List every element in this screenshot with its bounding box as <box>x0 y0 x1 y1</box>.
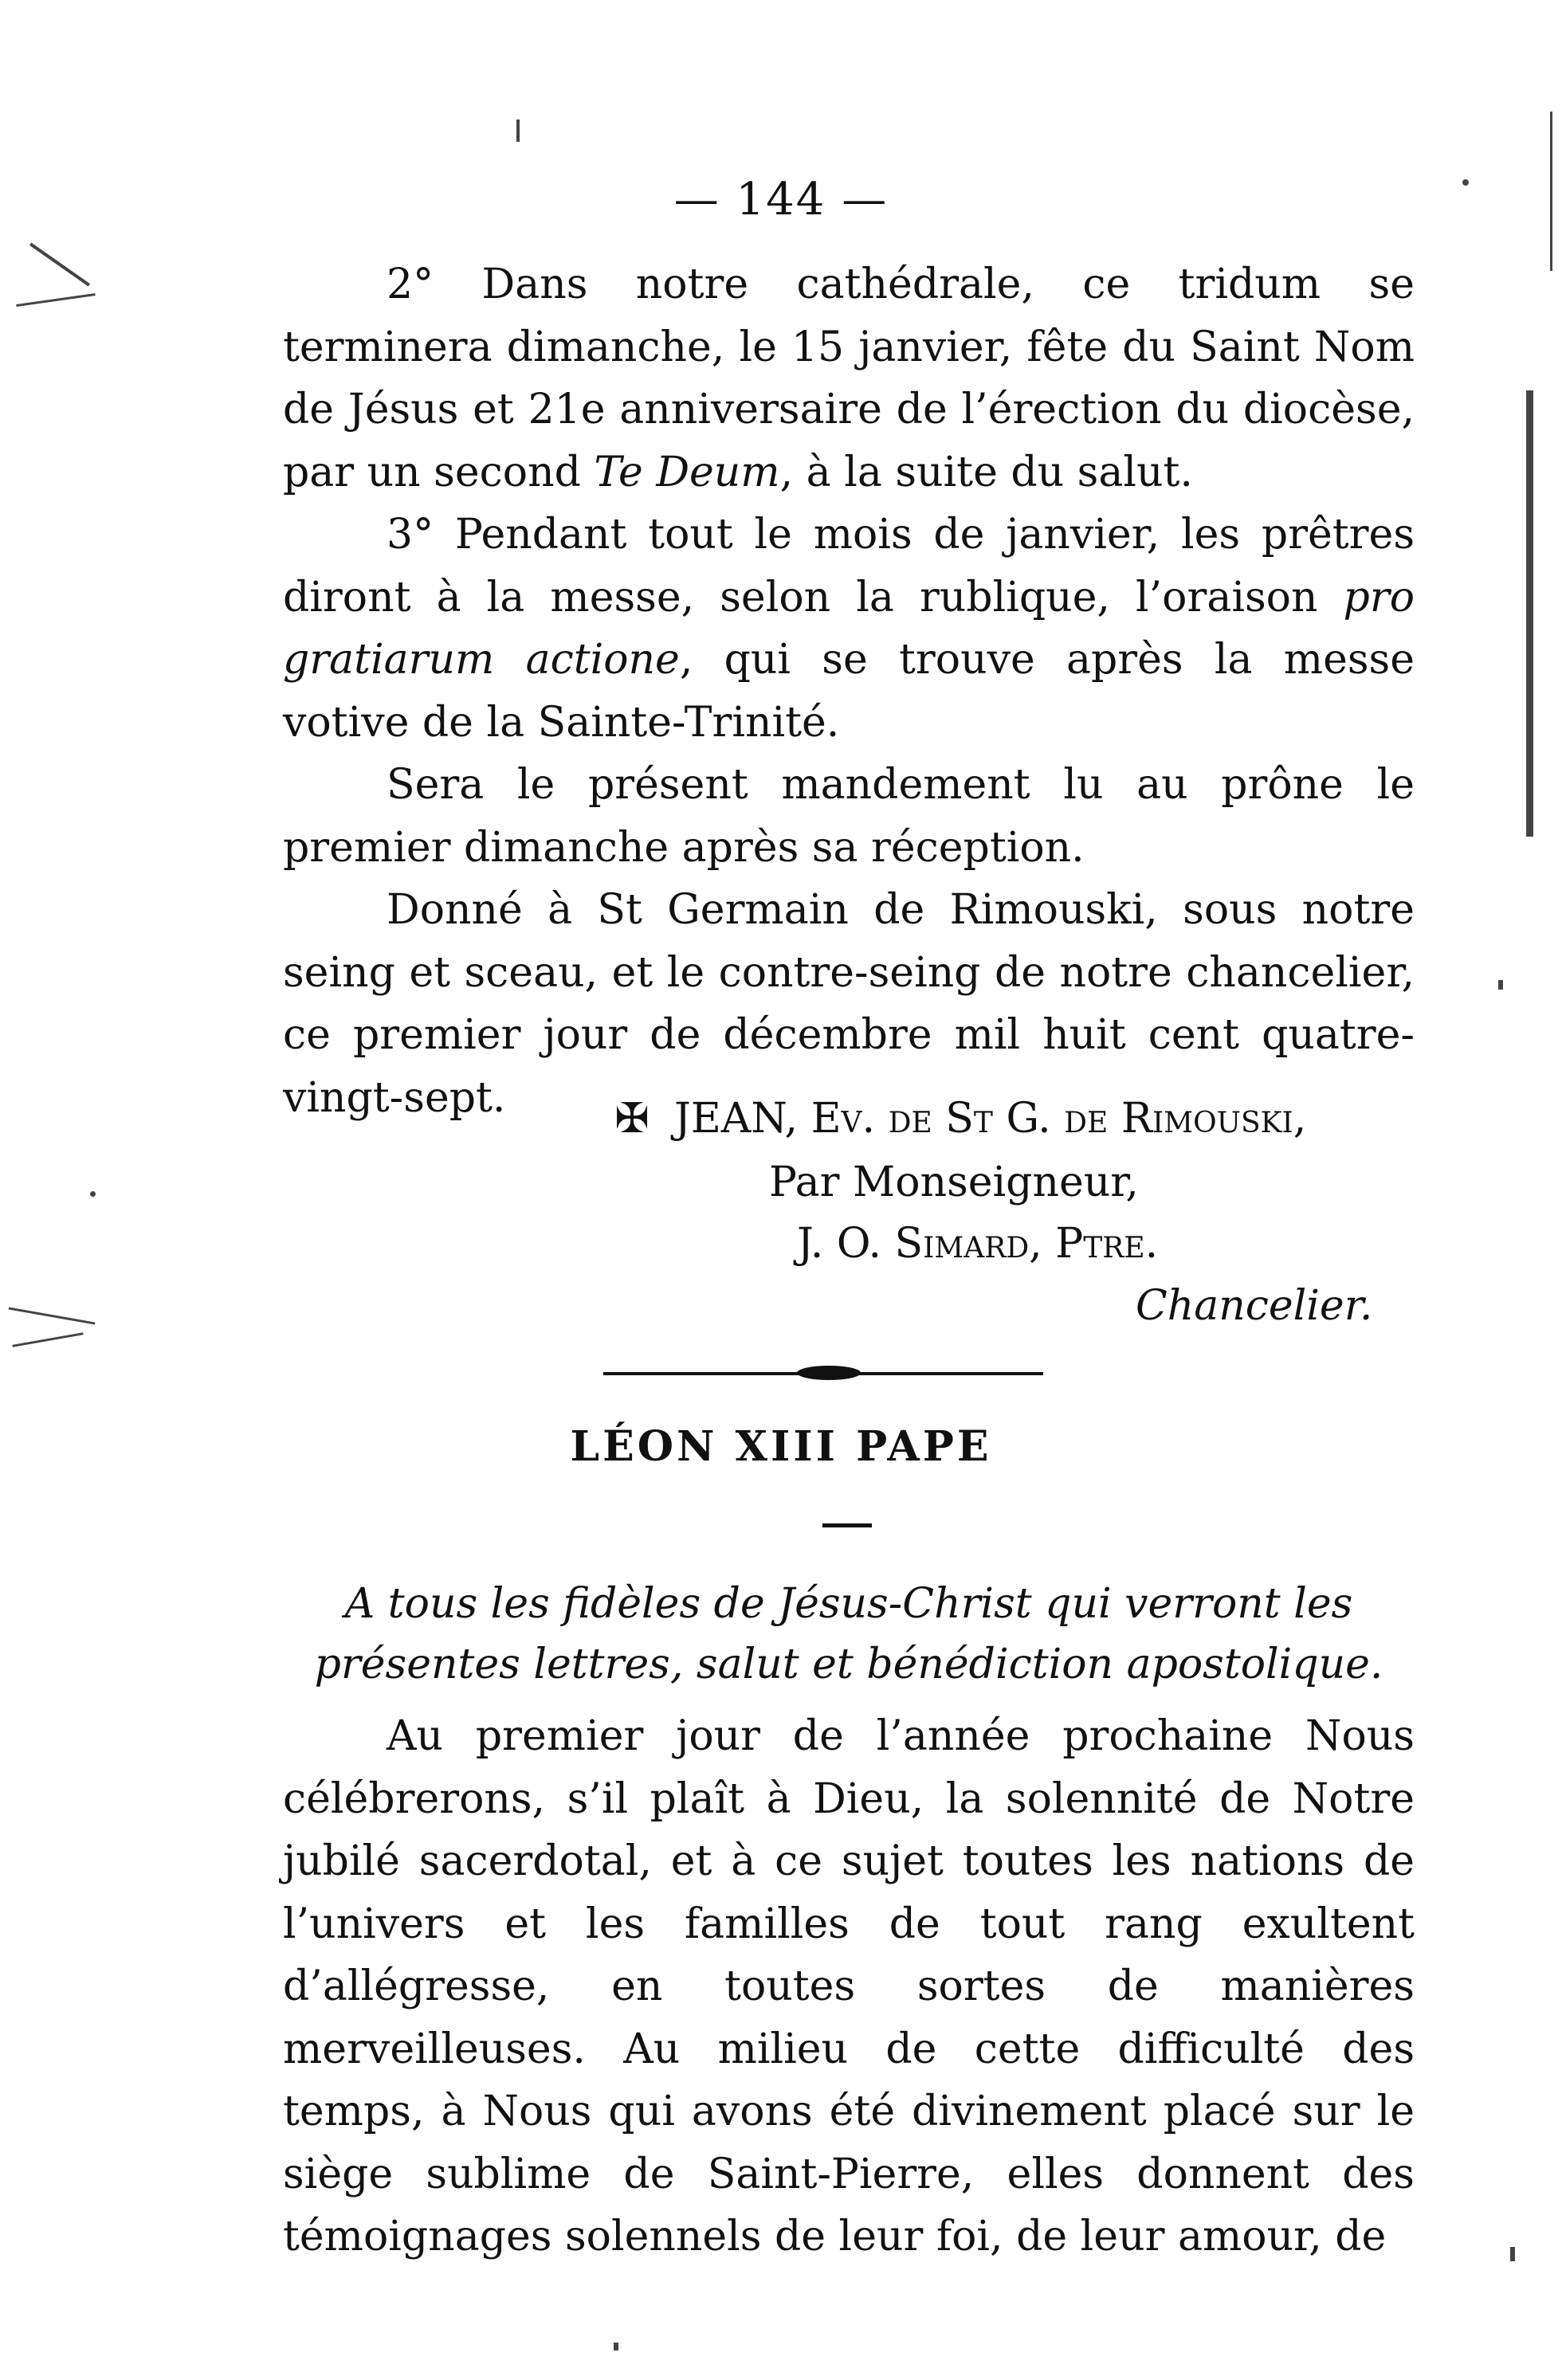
scan-mark-right-edge <box>1526 390 1533 837</box>
body-text-bottom <box>283 1705 1415 2268</box>
paragraph-cathedral-text: 2° Dans notre cathédrale, ce tridum se terminera dimanche, le 15 janvier, fête du Saint Nom de Jésus et 21e anniversaire de l’érection du diocèse, par un second <box>283 261 1415 496</box>
scan-mark-left-1 <box>29 243 90 287</box>
speck-5 <box>516 120 520 142</box>
paragraph-cathedral-tail: , à la suite du salut. <box>779 448 1193 496</box>
divider-ornament <box>797 1366 861 1380</box>
scan-mark-right-1 <box>1550 112 1552 271</box>
speck-1 <box>1462 179 1469 186</box>
scan-mark-left-2 <box>16 293 95 307</box>
paragraph-january-text: 3° Pendant tout le mois de janvier, les prêtres diront à la messe, selon la rublique, l’oraison <box>283 511 1415 621</box>
speck-4 <box>614 2343 618 2351</box>
speck-3 <box>90 1191 96 1197</box>
scan-mark-left-3 <box>9 1307 96 1324</box>
signature-bishop <box>614 1088 1306 1150</box>
pro-gratiarum-phrase: pro gratiarum actione <box>283 573 1415 684</box>
paragraph-reading: Sera le présent mandement lu au prône le premier dimanche après sa réception. <box>283 761 1415 872</box>
apostolic-address: A tous les fidèles de Jésus-Christ qui verront les présentes lettres, salut et bénédiction apostolique. <box>314 1580 1383 1688</box>
paragraph-cathedral <box>283 253 1415 504</box>
te-deum-phrase: Te Deum <box>594 448 780 496</box>
page-number: — 144 — <box>673 174 889 225</box>
paragraph-jubilee: Au premier jour de l’année prochaine Nous célébrerons, s’il plaît à Dieu, la solennité de Notre jubilé sacerdotal, et à ce sujet toutes les nations de l’univers et les familles de tout rang exultent d’allégresse, en toutes sortes de manières merveilleuses. Au milieu de cette difficulté des temps, à Nous qui avons été divinement placé sur le siège sublime de Saint-Pierre, elles donnent des témoignages solennels de leur foi, de leur amour, de <box>283 1712 1415 2260</box>
section-heading: LÉON XIII PAPE <box>570 1422 992 1471</box>
scan-mark-left-4 <box>12 1332 83 1347</box>
paragraph-january <box>283 504 1415 754</box>
speck-6 <box>1510 2247 1515 2261</box>
signature-par: Par Monseigneur, <box>769 1159 1139 1206</box>
body-text-top <box>283 253 1415 1129</box>
paragraph-given: Donné à St Germain de Rimouski, sous notre seing et sceau, et le contre-seing de notre chancelier, ce premier jour de décembre mil huit cent quatre-vingt-sept. <box>283 886 1415 1122</box>
speck-2 <box>1498 980 1503 990</box>
cross-icon: ✠ <box>614 1095 650 1143</box>
short-rule <box>822 1523 872 1527</box>
signature-bishop-text: JEAN, Ev. de St G. de Rimouski, <box>674 1095 1307 1143</box>
signature-chancellor-title: Chancelier. <box>1136 1282 1373 1330</box>
paragraph-january-tail: , qui se trouve après la messe votive de la Sainte-Trinité. <box>283 636 1415 747</box>
signature-chancellor-name: J. O. Simard, Ptre. <box>797 1220 1159 1268</box>
